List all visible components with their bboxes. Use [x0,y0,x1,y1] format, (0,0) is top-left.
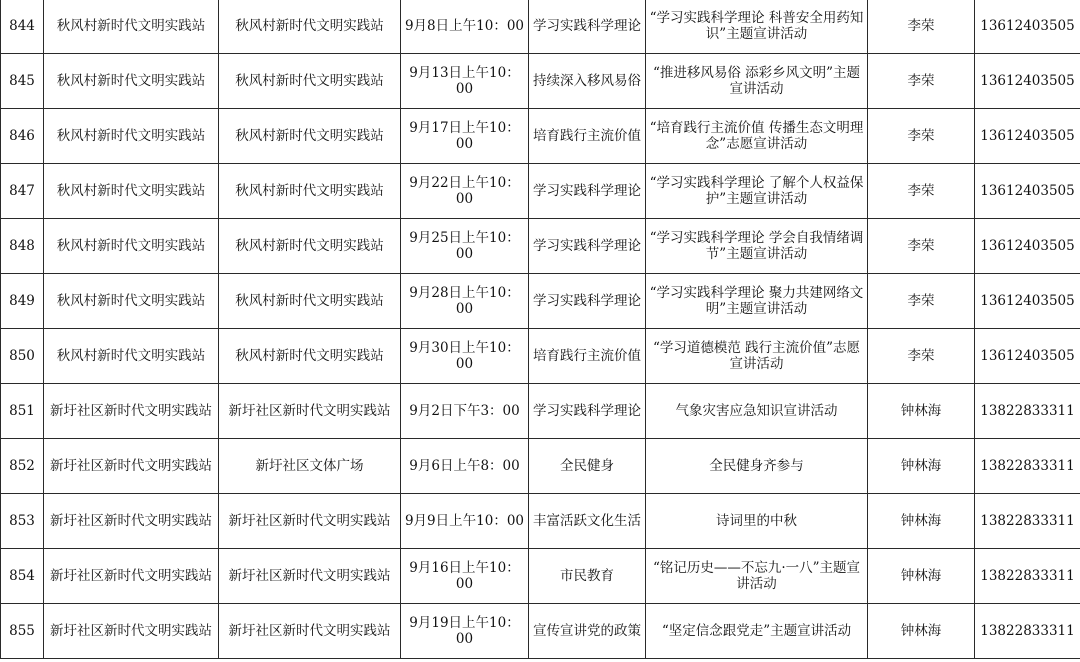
location-cell: 新圩社区新时代文明实践站 [219,604,401,659]
category-cell: 学习实践科学理论 [529,164,646,219]
contact-person-cell: 李荣 [868,109,975,164]
location-cell: 秋风村新时代文明实践站 [219,164,401,219]
row-number: 847 [1,164,44,219]
time-cell: 9月22日上午10：00 [401,164,529,219]
location-cell: 秋风村新时代文明实践站 [219,109,401,164]
table-row [1,54,1080,109]
category-cell: 持续深入移风易俗 [529,54,646,109]
time-cell: 9月28日上午10：00 [401,274,529,329]
contact-person-cell: 钟林海 [868,384,975,439]
row-number: 846 [1,109,44,164]
activity-cell: 全民健身齐参与 [646,439,868,494]
time-cell: 9月6日上午8：00 [401,439,529,494]
table-row [1,109,1080,164]
row-number: 845 [1,54,44,109]
table-row [1,274,1080,329]
time-cell: 9月16日上午10：00 [401,549,529,604]
contact-person-cell: 钟林海 [868,439,975,494]
row-number: 851 [1,384,44,439]
row-number: 852 [1,439,44,494]
phone-cell: 13612403505 [975,274,1080,329]
table-row [1,494,1080,549]
category-cell: 学习实践科学理论 [529,274,646,329]
contact-person-cell: 李荣 [868,219,975,274]
category-cell: 学习实践科学理论 [529,219,646,274]
activity-cell: 气象灾害应急知识宣讲活动 [646,384,868,439]
location-cell: 新圩社区新时代文明实践站 [219,494,401,549]
contact-person-cell: 钟林海 [868,549,975,604]
location-cell: 秋风村新时代文明实践站 [219,54,401,109]
contact-person-cell: 李荣 [868,164,975,219]
row-number: 850 [1,329,44,384]
row-number: 854 [1,549,44,604]
category-cell: 宣传宣讲党的政策 [529,604,646,659]
activity-cell: “学习实践科学理论 聚力共建网络文明”主题宣讲活动 [646,274,868,329]
category-cell: 培育践行主流价值 [529,109,646,164]
row-number: 855 [1,604,44,659]
location-cell: 秋风村新时代文明实践站 [219,219,401,274]
table-row [1,384,1080,439]
location-cell: 秋风村新时代文明实践站 [219,274,401,329]
category-cell: 学习实践科学理论 [529,384,646,439]
organizer-cell: 新圩社区新时代文明实践站 [44,604,219,659]
activity-cell: 诗词里的中秋 [646,494,868,549]
organizer-cell: 秋风村新时代文明实践站 [44,274,219,329]
time-cell: 9月25日上午10：00 [401,219,529,274]
organizer-cell: 秋风村新时代文明实践站 [44,329,219,384]
contact-person-cell: 李荣 [868,54,975,109]
row-number: 849 [1,274,44,329]
organizer-cell: 新圩社区新时代文明实践站 [44,494,219,549]
organizer-cell: 秋风村新时代文明实践站 [44,164,219,219]
contact-person-cell: 李荣 [868,274,975,329]
table-row [1,549,1080,604]
activity-cell: “铭记历史——不忘九·一八”主题宣讲活动 [646,549,868,604]
phone-cell: 13612403505 [975,219,1080,274]
contact-person-cell: 钟林海 [868,604,975,659]
table-row [1,329,1080,384]
activity-cell: “学习道德模范 践行主流价值”志愿宣讲活动 [646,329,868,384]
table-row [1,219,1080,274]
time-cell: 9月30日上午10：00 [401,329,529,384]
phone-cell: 13612403505 [975,329,1080,384]
phone-cell: 13612403505 [975,0,1080,54]
phone-cell: 13822833311 [975,494,1080,549]
table-row [1,604,1080,659]
organizer-cell: 秋风村新时代文明实践站 [44,109,219,164]
phone-cell: 13822833311 [975,384,1080,439]
table-row [1,439,1080,494]
activity-cell: “学习实践科学理论 科普安全用药知识”主题宣讲活动 [646,0,868,54]
contact-person-cell: 李荣 [868,329,975,384]
activity-cell: “学习实践科学理论 了解个人权益保护”主题宣讲活动 [646,164,868,219]
table-body [1,0,1080,659]
row-number: 853 [1,494,44,549]
location-cell: 秋风村新时代文明实践站 [219,329,401,384]
time-cell: 9月19日上午10：00 [401,604,529,659]
time-cell: 9月13日上午10：00 [401,54,529,109]
location-cell: 秋风村新时代文明实践站 [219,0,401,54]
table-row [1,0,1080,54]
phone-cell: 13822833311 [975,604,1080,659]
organizer-cell: 新圩社区新时代文明实践站 [44,549,219,604]
phone-cell: 13612403505 [975,54,1080,109]
contact-person-cell: 李荣 [868,0,975,54]
activity-cell: “坚定信念跟党走”主题宣讲活动 [646,604,868,659]
location-cell: 新圩社区文体广场 [219,439,401,494]
organizer-cell: 秋风村新时代文明实践站 [44,54,219,109]
row-number: 848 [1,219,44,274]
time-cell: 9月2日下午3：00 [401,384,529,439]
time-cell: 9月8日上午10：00 [401,0,529,54]
category-cell: 全民健身 [529,439,646,494]
time-cell: 9月9日上午10：00 [401,494,529,549]
phone-cell: 13612403505 [975,164,1080,219]
row-number: 844 [1,0,44,54]
activity-cell: “培育践行主流价值 传播生态文明理念”志愿宣讲活动 [646,109,868,164]
phone-cell: 13612403505 [975,109,1080,164]
organizer-cell: 秋风村新时代文明实践站 [44,0,219,54]
category-cell: 学习实践科学理论 [529,0,646,54]
location-cell: 新圩社区新时代文明实践站 [219,549,401,604]
organizer-cell: 新圩社区新时代文明实践站 [44,439,219,494]
contact-person-cell: 钟林海 [868,494,975,549]
organizer-cell: 秋风村新时代文明实践站 [44,219,219,274]
activity-cell: “学习实践科学理论 学会自我情绪调节”主题宣讲活动 [646,219,868,274]
category-cell: 市民教育 [529,549,646,604]
organizer-cell: 新圩社区新时代文明实践站 [44,384,219,439]
activity-cell: “推进移风易俗 添彩乡风文明”主题宣讲活动 [646,54,868,109]
category-cell: 丰富活跃文化生活 [529,494,646,549]
time-cell: 9月17日上午10：00 [401,109,529,164]
category-cell: 培育践行主流价值 [529,329,646,384]
phone-cell: 13822833311 [975,439,1080,494]
location-cell: 新圩社区新时代文明实践站 [219,384,401,439]
phone-cell: 13822833311 [975,549,1080,604]
table-row [1,164,1080,219]
